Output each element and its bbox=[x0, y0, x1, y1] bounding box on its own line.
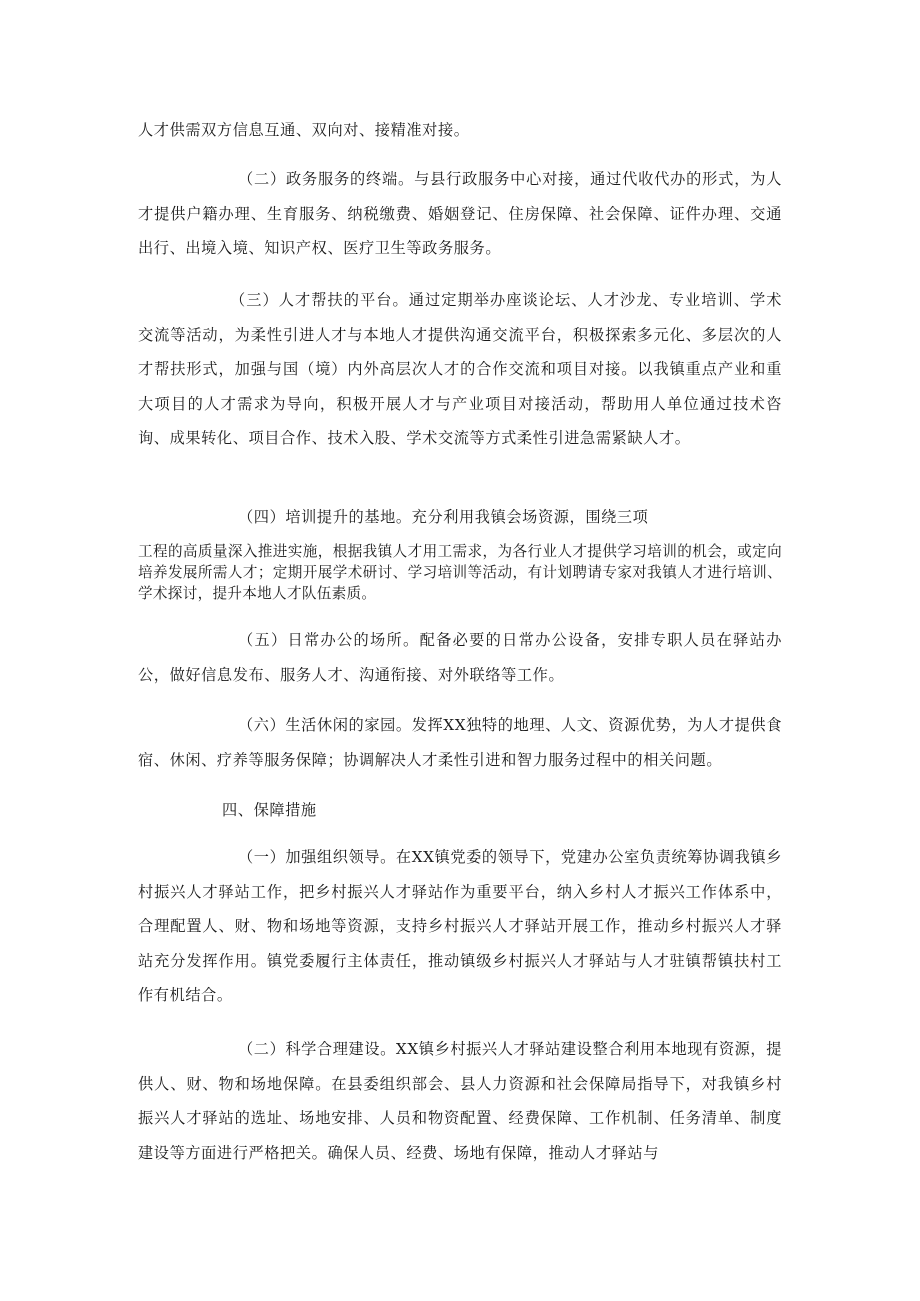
paragraph-organizational-leadership: （一）加强组织领导。在XX镇党委的领导下，党建办公室负责统筹协调我镇乡村振兴人才驿站工作，把乡村振兴人才驿站作为重要平台，纳入乡村人才振兴工作体系中，合理配置人、财、物和场地等资源，支持乡村振兴人才驿站开展工作，推动乡村振兴人才驿站充分发挥作用。镇党委履行主体责任，推动镇级乡村振兴人才驿站与人才驻镇帮镇扶村工作有机结合。 bbox=[138, 848, 782, 1004]
paragraph-training-base-intro: （四）培训提升的基地。充分利用我镇会场资源，围绕三项 bbox=[238, 508, 649, 526]
paragraph-talent-support-platform: （三）人才帮扶的平台。通过定期举办座谈论坛、人才沙龙、专业培训、学术交流等活动，为柔性引进人才与本地人才提供沟通交流平台，积极探索多元化、多层次的人才帮扶形式，加强与国（境）内外高层次人才的合作交流和项目对接。以我镇重点产业和重大项目的人才需求为导向，积极开展人才与产业项目对接活动，帮助用人单位通过技术咨询、成果转化、项目合作、技术入股、学术交流等方式柔性引进急需紧缺人才。 bbox=[138, 291, 782, 447]
paragraph-daily-office: （五）日常办公的场所。配备必要的日常办公设备，安排专职人员在驿站办公，做好信息发布、服务人才、沟通衔接、对外联络等工作。 bbox=[138, 631, 782, 684]
paragraph-talent-matching: 人才供需双方信息互通、双向对、接精准对接。 bbox=[138, 121, 470, 139]
paragraph-leisure-home: （六）生活休闲的家园。发挥XX独特的地理、人文、资源优势，为人才提供食宿、休闲、疗养等服务保障；协调解决人才柔性引进和智力服务过程中的相关问题。 bbox=[138, 716, 782, 769]
paragraph-scientific-construction: （二）科学合理建设。XX镇乡村振兴人才驿站建设整合利用本地现有资源，提供人、财、物和场地保障。在县委组织部会、县人力资源和社会保障局指导下，对我镇乡村振兴人才驿站的选址、场地安排、人员和物资配置、经费保障、工作机制、任务清单、制度建设等方面进行严格把关。确保人员、经费、场地有保障，推动人才驿站与 bbox=[138, 1040, 782, 1162]
paragraph-government-services: （二）政务服务的终端。与县行政服务中心对接，通过代收代办的形式，为人才提供户籍办理、生育服务、纳税缴费、婚姻登记、住房保障、社会保障、证件办理、交通出行、出境入境、知识产权、医疗卫生等政务服务。 bbox=[138, 170, 782, 257]
section-heading-safeguards: 四、保障措施 bbox=[222, 801, 317, 819]
paragraph-training-base-body: 工程的高质量深入推进实施，根据我镇人才用工需求，为各行业人才提供学习培训的机会，或定向培养发展所需人才；定期开展学术研讨、学习培训等活动，有计划聘请专家对我镇人才进行培训、学术探讨，提升本地人才队伍素质。 bbox=[138, 543, 782, 602]
